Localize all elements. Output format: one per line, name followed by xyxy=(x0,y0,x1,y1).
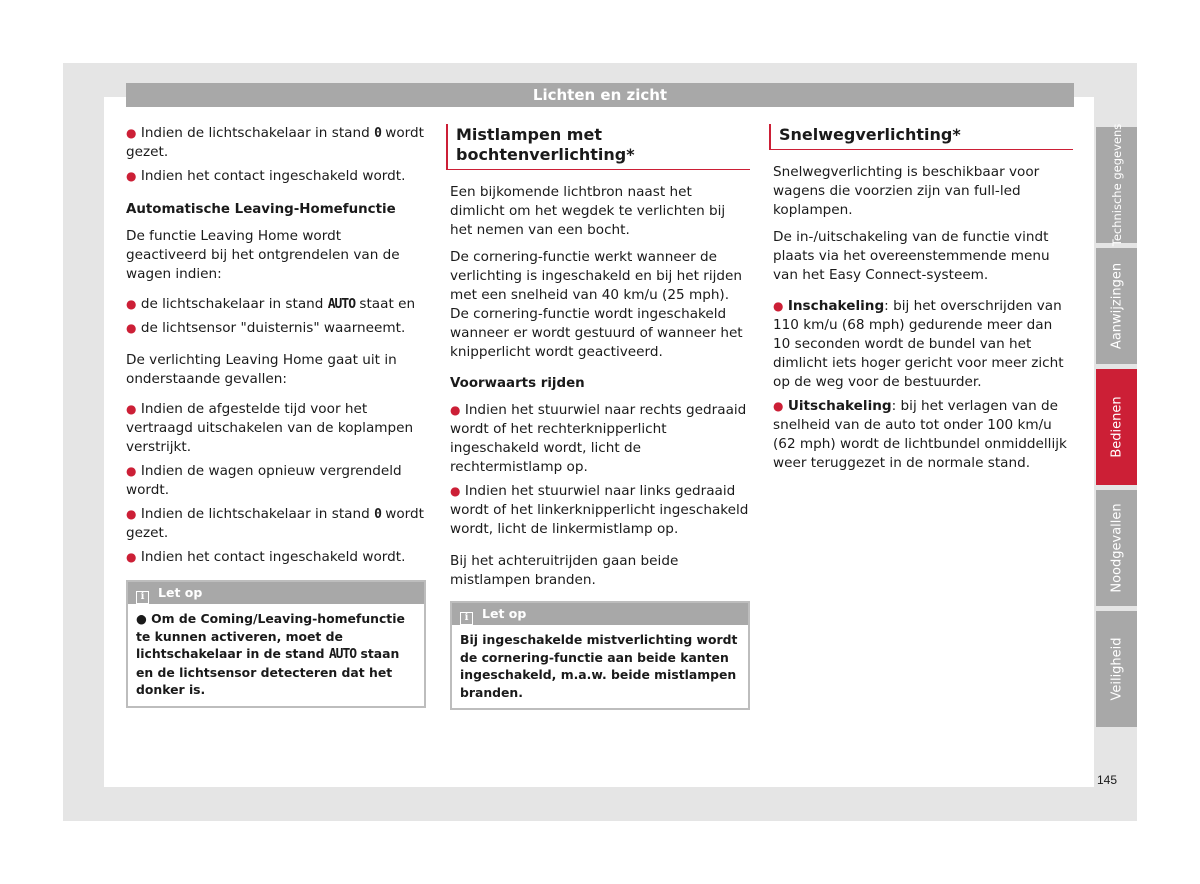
paragraph: De cornering-functie werkt wanneer de verlichting is ingeschakeld en bij het rijden met een snelheid van 40 km/u (25 mph). De cornering-functie wordt ingeschakeld wanneer er wordt gestuurd of wanneer het knipperlicht wordt geactiveerd. xyxy=(450,249,743,360)
note-box xyxy=(126,580,426,708)
switch-position-mark: 0 xyxy=(374,507,381,522)
tab-bedienen[interactable]: Bedienen xyxy=(1096,369,1137,485)
note-body: ● Om de Coming/Leaving-homefunctie te kunnen activeren, moet de lichtschakelaar in de stand AUTO staan en de lichtsensor detecteren dat het donker is. xyxy=(136,611,405,697)
bullet-icon: ● xyxy=(126,126,137,140)
paragraph: Een bijkomende lichtbron naast het dimlicht om het wegdek te verlichten bij het nemen van een bocht. xyxy=(450,184,726,238)
section-title: Mistlampen met bochtenverlichting* xyxy=(446,124,750,170)
bullet-icon: ● xyxy=(773,299,784,313)
list-item: ● Indien de lichtschakelaar in stand 0 wordt gezet. xyxy=(126,506,424,541)
column-1 xyxy=(126,124,426,708)
paragraph: De verlichting Leaving Home gaat uit in onderstaande gevallen: xyxy=(126,352,397,387)
tab-noodgevallen[interactable]: Noodgevallen xyxy=(1096,490,1137,606)
list-item: ● de lichtschakelaar in stand AUTO staat en xyxy=(126,296,416,312)
tab-aanwijzingen[interactable]: Aanwijzingen xyxy=(1096,248,1137,364)
list-item: ● Inschakeling: bij het overschrijden van 110 km/u (68 mph) gedurende meer dan 10 seconden wordt de bundel van het dimlicht iets hoger gericht voor meer zicht op de weg voor de bestuurder. xyxy=(773,298,1064,390)
bullet-icon: ● xyxy=(126,402,137,416)
paragraph: De in-/uitschakeling van de functie vindt plaats via het overeenstemmende menu van het Easy Connect-systeem. xyxy=(773,229,1050,283)
bullet-icon: ● xyxy=(126,321,137,335)
list-item: ● Indien de afgestelde tijd voor het vertraagd uitschakelen van de koplampen verstrijkt. xyxy=(126,401,414,455)
switch-position-mark: AUTO xyxy=(328,647,357,662)
paragraph: De functie Leaving Home wordt geactiveerd bij het ontgrendelen van de wagen indien: xyxy=(126,228,400,282)
bullet-icon: ● xyxy=(450,403,461,417)
column-2 xyxy=(450,124,750,710)
info-icon: i xyxy=(136,591,149,604)
list-item: ● Uitschakeling: bij het verlagen van de snelheid van de auto tot onder 100 km/u (62 mph) wordt de lichtbundel onmiddellijk weer teruggezet in de normale stand. xyxy=(773,398,1067,471)
bullet-icon: ● xyxy=(126,507,137,521)
bullet-icon: ● xyxy=(126,464,137,478)
list-item: ● Indien het contact ingeschakeld wordt. xyxy=(126,549,406,565)
subheading: Automatische Leaving-Homefunctie xyxy=(126,202,396,217)
note-header: i Let op xyxy=(452,603,748,625)
subheading: Voorwaarts rijden xyxy=(450,376,585,391)
list-item: ● Indien de lichtschakelaar in stand 0 wordt gezet. xyxy=(126,125,424,160)
tab-veiligheid[interactable]: Veiligheid xyxy=(1096,611,1137,727)
bullet-icon: ● xyxy=(773,399,784,413)
column-3 xyxy=(773,124,1073,478)
bullet-icon: ● xyxy=(450,484,461,498)
bullet-icon: ● xyxy=(126,169,137,183)
info-icon: i xyxy=(460,612,473,625)
page-number: 145 xyxy=(1097,773,1118,787)
switch-position-mark: 0 xyxy=(374,126,381,141)
list-item: ● de lichtsensor "duisternis" waarneemt. xyxy=(126,320,406,336)
note-box xyxy=(450,601,750,710)
chapter-header: Lichten en zicht xyxy=(126,83,1074,107)
bullet-icon: ● xyxy=(126,297,137,311)
paragraph: Snelwegverlichting is beschikbaar voor wagens die voorzien zijn van full-led koplampen. xyxy=(773,164,1040,218)
tab-technische-gegevens[interactable]: Technische gegevens xyxy=(1096,127,1137,243)
section-title: Snelwegverlichting* xyxy=(769,124,1073,150)
list-item: ● Indien het contact ingeschakeld wordt. xyxy=(126,168,406,184)
list-item: ● Indien het stuurwiel naar rechts gedraaid wordt of het rechterknipperlicht ingeschakeld wordt, licht de rechtermistlamp op. xyxy=(450,402,747,475)
bullet-icon: ● xyxy=(126,550,137,564)
paragraph: Bij het achteruitrijden gaan beide mistlampen branden. xyxy=(450,553,679,588)
switch-position-mark: AUTO xyxy=(327,297,356,312)
note-header: i Let op xyxy=(128,582,424,604)
note-body: Bij ingeschakelde mistverlichting wordt de cornering-functie aan beide kanten ingeschakeld, m.a.w. beide mistlampen branden. xyxy=(460,632,738,700)
list-item: ● Indien het stuurwiel naar links gedraaid wordt of het linkerknipperlicht ingeschakeld wordt, licht de linkermistlamp op. xyxy=(450,483,749,537)
list-item: ● Indien de wagen opnieuw vergrendeld wordt. xyxy=(126,463,402,498)
